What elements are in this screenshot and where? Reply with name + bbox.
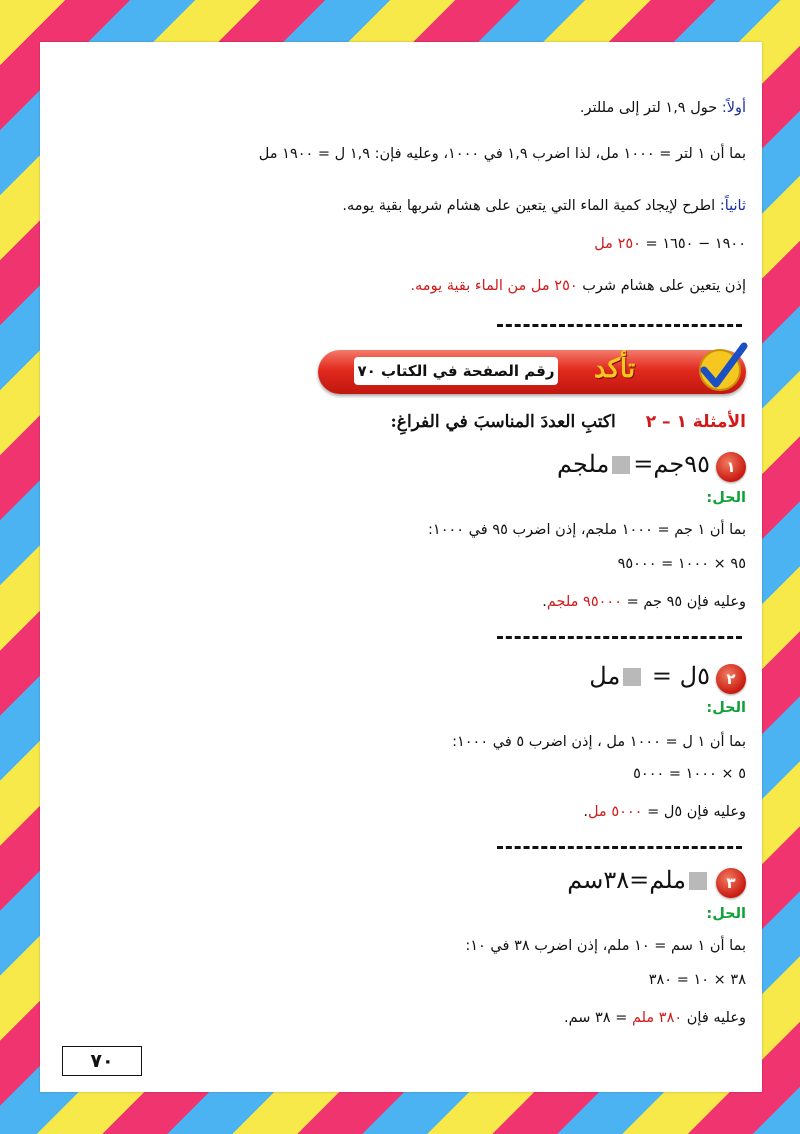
page-content [40, 42, 762, 1092]
examples-heading [391, 412, 746, 432]
step2-calc-result: ٢٥٠ مل [594, 236, 641, 252]
ex1-line3-text: وعليه فإن ٩٥ جم = [622, 594, 746, 610]
ex3-answer: ٣٨٠ ملم [631, 1010, 683, 1026]
separator-1 [497, 324, 742, 327]
examples-range: الأمثلة ١ – ٢ [645, 412, 746, 432]
ex1-line3-end: . [542, 594, 547, 610]
example-3-question [567, 866, 710, 894]
example-3-number: ٣ [716, 868, 746, 898]
step2-label: ثانياً: [719, 198, 746, 214]
step2-text: اطرح لإيجاد كمية الماء التي يتعين على هشام شربها بقية يومه. [342, 198, 720, 214]
separator-2 [497, 636, 742, 639]
ex2-solution-label: الحل: [706, 700, 746, 716]
ex1-answer: ٩٥٠٠٠ ملجم [546, 594, 622, 610]
ex3-q-after: ملم=٣٨سم [567, 866, 686, 894]
step1-label: أولاً: [721, 100, 746, 116]
ex1-line1: بما أن ١ جم = ١٠٠٠ ملجم، إذن اضرب ٩٥ في ١٠٠٠: [428, 522, 746, 538]
ex3-line3-text: وعليه فإن [682, 1010, 746, 1026]
blank-square-icon [623, 668, 641, 686]
ex3-line3 [564, 1010, 746, 1026]
blank-square-icon [612, 456, 630, 474]
examples-question: اكتبِ العددَ المناسبَ في الفراغِ: [390, 412, 616, 432]
ex2-line3-text: وعليه فإن ٥ل = [642, 804, 746, 820]
example-2-number: ٢ [716, 664, 746, 694]
ex2-line1: بما أن ١ ل = ١٠٠٠ مل ، إذن اضرب ٥ في ١٠٠٠: [452, 734, 746, 750]
ex3-line1: بما أن ١ سم = ١٠ ملم، إذن اضرب ٣٨ في ١٠: [465, 938, 746, 954]
ex1-line2: ٩٥ × ١٠٠٠ = ٩٥٠٠٠ [617, 556, 746, 572]
ex1-q-after: ملجم [557, 450, 610, 478]
check-banner [318, 350, 746, 394]
step1-text: حول ١,٩ لتر إلى مللتر. [579, 100, 722, 116]
step1-line [580, 100, 746, 116]
page-number: ٧٠ [62, 1046, 142, 1076]
book-page-box: رقم الصفحة في الكتاب ٧٠ [354, 357, 558, 385]
ex3-line3-end: = ٣٨ سم. [563, 1010, 632, 1026]
ex2-line3-end: . [583, 804, 588, 820]
ex2-line2: ٥ × ١٠٠٠ = ٥٠٠٠ [633, 766, 746, 782]
step2-line [342, 198, 746, 214]
ex1-solution-label: الحل: [706, 490, 746, 506]
conclusion-result: ٢٥٠ مل من الماء بقية يومه. [410, 278, 578, 294]
example-1-number: ١ [716, 452, 746, 482]
checkmark-icon [694, 340, 750, 396]
step1-explanation: بما أن ١ لتر = ١٠٠٠ مل، لذا اضرب ١,٩ في ١٠٠٠، وعليه فإن: ١,٩ ل = ١٩٠٠ مل [258, 146, 746, 162]
example-2-question [589, 662, 710, 690]
step2-calc: ١٩٠٠ − ١٦٥٠ = [640, 236, 746, 252]
ex1-q-before: ٩٥جم= [633, 450, 710, 478]
step2-calculation [594, 236, 746, 252]
ex2-line3 [583, 804, 746, 820]
conclusion-text: إذن يتعين على هشام شرب [577, 278, 746, 294]
ex1-line3 [542, 594, 746, 610]
blank-square-icon [689, 872, 707, 890]
ex2-q-before: ٥ل = [644, 662, 710, 690]
ex2-q-after: مل [589, 662, 621, 690]
ex2-answer: ٥٠٠٠ مل [587, 804, 643, 820]
ex3-solution-label: الحل: [706, 906, 746, 922]
example-1-question [557, 450, 710, 478]
separator-3 [497, 846, 742, 849]
worksheet-page [40, 42, 762, 1092]
banner-title: تأكد [594, 354, 636, 384]
ex3-line2: ٣٨ × ١٠ = ٣٨٠ [648, 972, 746, 988]
step2-conclusion [410, 278, 746, 294]
